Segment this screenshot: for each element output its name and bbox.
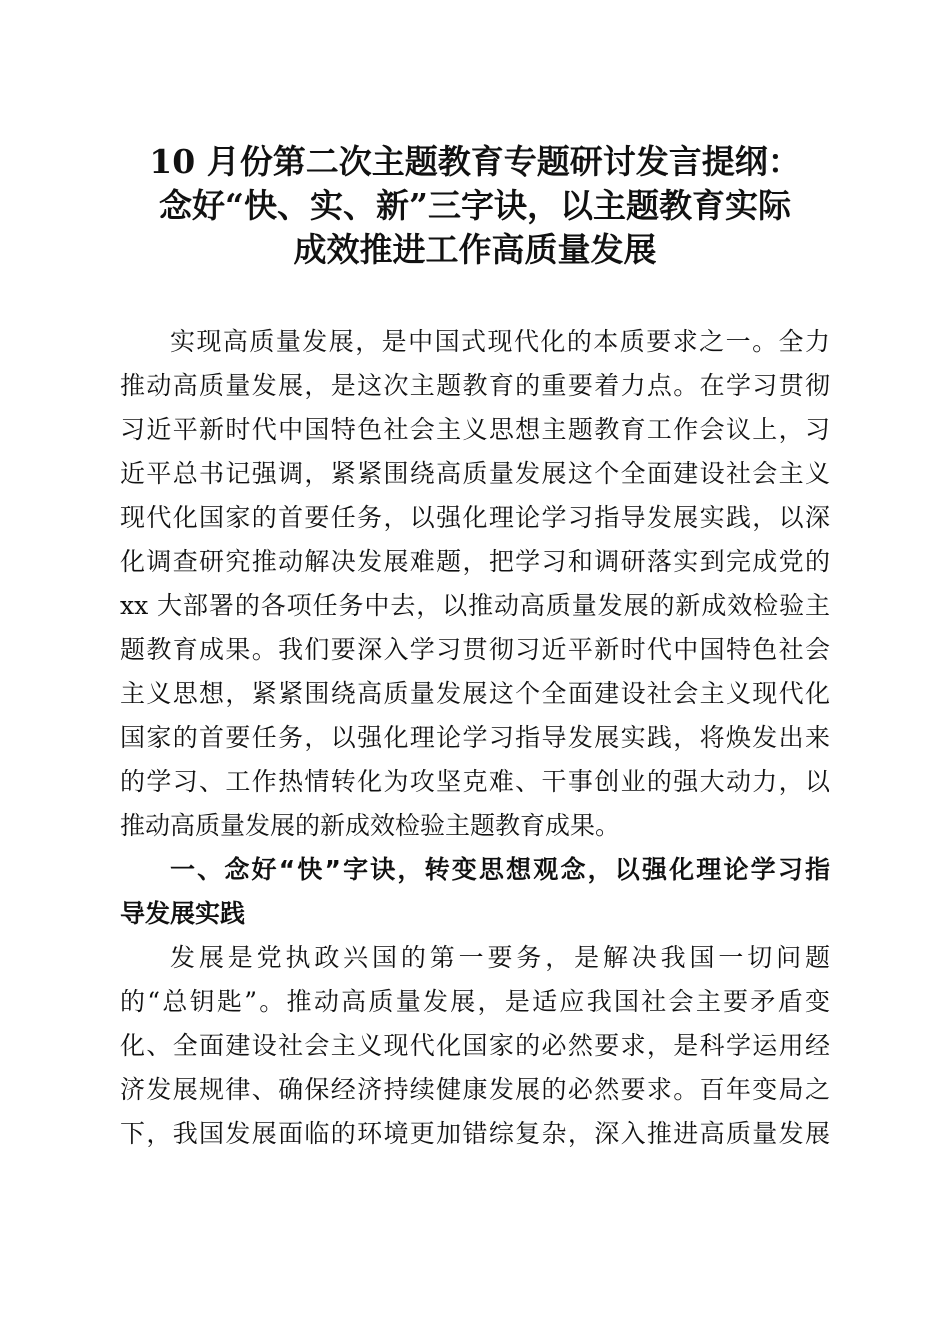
text-line: 的学习、工作热情转化为攻坚克难、干事创业的强大动力，以 [120, 767, 830, 796]
paragraph-intro [120, 320, 830, 848]
text-line: 下，我国发展面临的环境更加错综复杂，深入推进高质量发展 [120, 1119, 830, 1148]
text-line: 习近平新时代中国特色社会主义思想主题教育工作会议上，习 [120, 415, 830, 444]
heading-line: 导发展实践 [120, 899, 246, 928]
section-heading-1 [120, 848, 830, 936]
text-line: 近平总书记强调，紧紧围绕高质量发展这个全面建设社会主义 [120, 459, 830, 488]
document-title [100, 140, 850, 272]
text-line: 化、全面建设社会主义现代化国家的必然要求，是科学运用经 [120, 1031, 830, 1060]
title-line: 10 月份第二次主题教育专题研讨发言提纲： [149, 142, 801, 181]
document-body [120, 320, 830, 1156]
heading-line: 一、念好“快”字诀，转变思想观念，以强化理论学习指 [170, 855, 830, 884]
text-line: 主义思想，紧紧围绕高质量发展这个全面建设社会主义现代化 [120, 679, 830, 708]
text-line: 发展是党执政兴国的第一要务，是解决我国一切问题 [170, 943, 830, 972]
text-line: 现代化国家的首要任务，以强化理论学习指导发展实践，以深 [120, 503, 830, 532]
text-line: xx 大部署的各项任务中去，以推动高质量发展的新成效检验主 [120, 591, 830, 620]
text-line: 化调查研究推动解决发展难题，把学习和调研落实到完成党的 [120, 547, 830, 576]
text-line: 国家的首要任务，以强化理论学习指导发展实践，将焕发出来 [120, 723, 830, 752]
title-line: 成效推进工作高质量发展 [293, 230, 657, 269]
text-line: 实现高质量发展，是中国式现代化的本质要求之一。全力 [170, 327, 830, 356]
text-line: 推动高质量发展，是这次主题教育的重要着力点。在学习贯彻 [120, 371, 830, 400]
text-line: 题教育成果。我们要深入学习贯彻习近平新时代中国特色社会 [120, 635, 830, 664]
paragraph-section-1 [120, 936, 830, 1156]
title-line: 念好“快、实、新”三字诀，以主题教育实际 [159, 186, 791, 225]
text-line: 的“总钥匙”。推动高质量发展，是适应我国社会主要矛盾变 [120, 987, 830, 1016]
text-line: 推动高质量发展的新成效检验主题教育成果。 [120, 811, 621, 840]
text-line: 济发展规律、确保经济持续健康发展的必然要求。百年变局之 [120, 1075, 830, 1104]
